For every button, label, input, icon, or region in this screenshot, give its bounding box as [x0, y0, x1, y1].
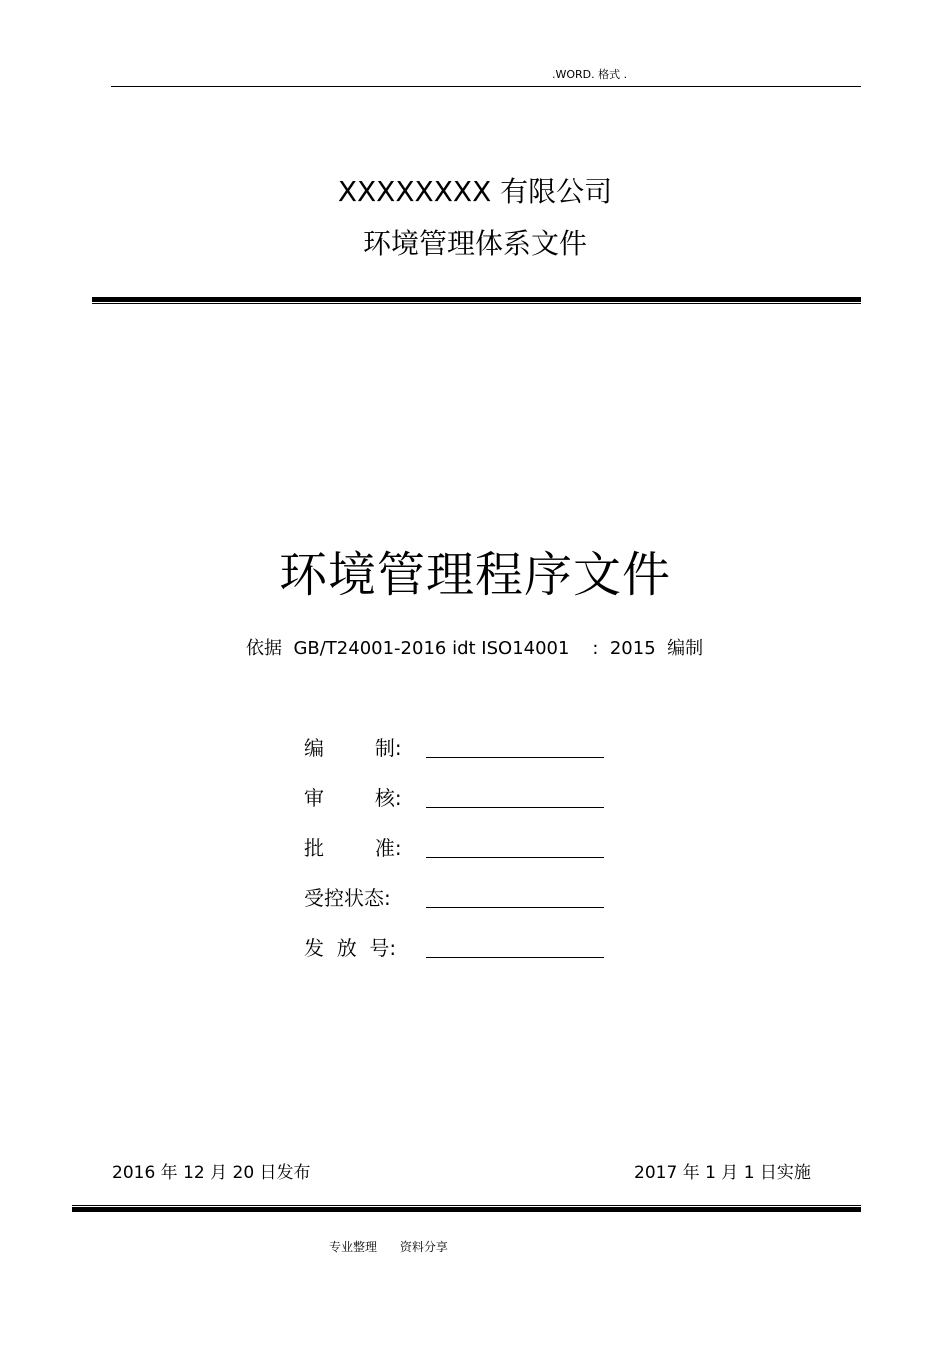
system-title: 环境管理体系文件: [362, 227, 587, 260]
form-blank-control-status: [426, 907, 604, 908]
company-name: XXXXXXXX 有限公司: [337, 175, 613, 208]
document-title: 环境管理程序文件: [278, 547, 671, 603]
form-label-approved: 批 准:: [304, 836, 402, 860]
bottom-divider-thin: [72, 1205, 861, 1206]
form-blank-compiled: [426, 757, 604, 758]
page-footer: 专业整理 资料分享: [329, 1240, 448, 1254]
form-label-reviewed: 审 核:: [304, 786, 402, 810]
document-subtitle: 依据 GB/T24001-2016 idt ISO14001 : 2015 编制: [246, 638, 704, 659]
page-header: .WORD. 格式 .: [552, 68, 628, 81]
issue-date: 2016 年 12 月 20 日发布: [112, 1163, 311, 1183]
form-blank-approved: [426, 857, 604, 858]
header-divider: [111, 86, 861, 87]
form-label-compiled: 编 制:: [304, 736, 402, 760]
form-label-issue-number: 发 放 号:: [304, 936, 397, 960]
top-divider-thin: [92, 303, 861, 304]
form-blank-issue-number: [426, 957, 604, 958]
bottom-divider-thick: [72, 1207, 861, 1212]
form-blank-reviewed: [426, 807, 604, 808]
top-divider-thick: [92, 297, 861, 302]
form-label-control-status: 受控状态:: [304, 886, 391, 910]
effective-date: 2017 年 1 月 1 日实施: [634, 1163, 811, 1183]
